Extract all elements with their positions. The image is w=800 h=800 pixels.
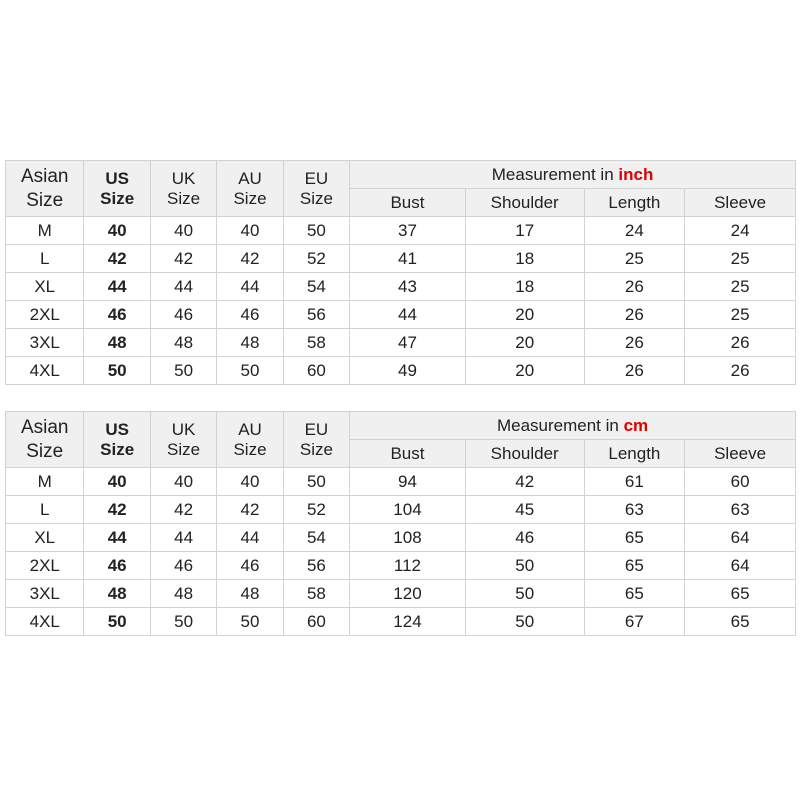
au-size-cell: 46 bbox=[217, 552, 283, 580]
shoulder-cell: 46 bbox=[465, 524, 584, 552]
column-header-length: Length bbox=[584, 440, 685, 468]
shoulder-cell: 50 bbox=[465, 608, 584, 636]
us-size-cell: 46 bbox=[84, 552, 150, 580]
eu-size-header: EU Size bbox=[283, 161, 349, 217]
length-cell: 26 bbox=[584, 301, 685, 329]
uk-size-cell: 46 bbox=[150, 301, 216, 329]
column-header-length: Length bbox=[584, 189, 685, 217]
bust-cell: 108 bbox=[350, 524, 466, 552]
uk-size-header: UK Size bbox=[150, 161, 216, 217]
sleeve-cell: 25 bbox=[685, 273, 796, 301]
us-size-header: US Size bbox=[84, 161, 150, 217]
uk-size-cell: 48 bbox=[150, 580, 216, 608]
asian-size-cell: XL bbox=[6, 524, 84, 552]
eu-size-cell: 56 bbox=[283, 301, 349, 329]
bust-cell: 124 bbox=[350, 608, 466, 636]
bust-cell: 49 bbox=[350, 357, 466, 385]
sleeve-cell: 25 bbox=[685, 245, 796, 273]
eu-size-cell: 50 bbox=[283, 468, 349, 496]
column-header-sleeve: Sleeve bbox=[685, 189, 796, 217]
bust-cell: 44 bbox=[350, 301, 466, 329]
us-size-cell: 40 bbox=[84, 217, 150, 245]
au-size-header: AU Size bbox=[217, 412, 283, 468]
uk-size-cell: 48 bbox=[150, 329, 216, 357]
us-size-cell: 44 bbox=[84, 273, 150, 301]
au-size-cell: 50 bbox=[217, 357, 283, 385]
table-row bbox=[6, 468, 796, 496]
us-size-cell: 42 bbox=[84, 245, 150, 273]
size-chart-cm bbox=[5, 411, 796, 636]
column-header-bust: Bust bbox=[350, 440, 466, 468]
table-row bbox=[6, 217, 796, 245]
eu-size-cell: 54 bbox=[283, 273, 349, 301]
bust-cell: 120 bbox=[350, 580, 466, 608]
uk-size-cell: 46 bbox=[150, 552, 216, 580]
shoulder-cell: 18 bbox=[465, 273, 584, 301]
bust-cell: 37 bbox=[350, 217, 466, 245]
au-size-cell: 44 bbox=[217, 273, 283, 301]
eu-size-cell: 56 bbox=[283, 552, 349, 580]
asian-size-cell: M bbox=[6, 468, 84, 496]
sleeve-cell: 25 bbox=[685, 301, 796, 329]
length-cell: 26 bbox=[584, 273, 685, 301]
eu-size-cell: 58 bbox=[283, 580, 349, 608]
asian-size-cell: M bbox=[6, 217, 84, 245]
au-size-cell: 44 bbox=[217, 524, 283, 552]
sleeve-cell: 65 bbox=[685, 608, 796, 636]
au-size-cell: 48 bbox=[217, 329, 283, 357]
uk-size-cell: 44 bbox=[150, 273, 216, 301]
length-cell: 67 bbox=[584, 608, 685, 636]
bust-cell: 94 bbox=[350, 468, 466, 496]
column-header-shoulder: Shoulder bbox=[465, 189, 584, 217]
table-row bbox=[6, 301, 796, 329]
au-size-cell: 42 bbox=[217, 245, 283, 273]
length-cell: 26 bbox=[584, 329, 685, 357]
column-header-sleeve: Sleeve bbox=[685, 440, 796, 468]
size-chart-inch bbox=[5, 160, 796, 385]
bust-cell: 112 bbox=[350, 552, 466, 580]
sleeve-cell: 26 bbox=[685, 357, 796, 385]
eu-size-cell: 50 bbox=[283, 217, 349, 245]
measurement-unit: inch bbox=[618, 164, 654, 184]
eu-size-cell: 58 bbox=[283, 329, 349, 357]
measurement-header: Measurement in cm bbox=[350, 412, 796, 440]
table-row bbox=[6, 245, 796, 273]
bust-cell: 43 bbox=[350, 273, 466, 301]
us-size-cell: 48 bbox=[84, 580, 150, 608]
length-cell: 65 bbox=[584, 580, 685, 608]
length-cell: 63 bbox=[584, 496, 685, 524]
us-size-cell: 40 bbox=[84, 468, 150, 496]
table-body bbox=[6, 217, 796, 385]
table-body bbox=[6, 468, 796, 636]
sleeve-cell: 64 bbox=[685, 524, 796, 552]
au-size-cell: 40 bbox=[217, 468, 283, 496]
sleeve-cell: 26 bbox=[685, 329, 796, 357]
bust-cell: 47 bbox=[350, 329, 466, 357]
shoulder-cell: 17 bbox=[465, 217, 584, 245]
sleeve-cell: 63 bbox=[685, 496, 796, 524]
length-cell: 65 bbox=[584, 552, 685, 580]
table-row bbox=[6, 608, 796, 636]
length-cell: 65 bbox=[584, 524, 685, 552]
shoulder-cell: 20 bbox=[465, 357, 584, 385]
uk-size-cell: 40 bbox=[150, 217, 216, 245]
eu-size-cell: 54 bbox=[283, 524, 349, 552]
shoulder-cell: 50 bbox=[465, 552, 584, 580]
au-size-cell: 46 bbox=[217, 301, 283, 329]
us-size-cell: 48 bbox=[84, 329, 150, 357]
bust-cell: 41 bbox=[350, 245, 466, 273]
shoulder-cell: 20 bbox=[465, 301, 584, 329]
table-row bbox=[6, 329, 796, 357]
shoulder-cell: 45 bbox=[465, 496, 584, 524]
asian-size-cell: 2XL bbox=[6, 552, 84, 580]
measurement-header: Measurement in inch bbox=[350, 161, 796, 189]
au-size-cell: 50 bbox=[217, 608, 283, 636]
length-cell: 24 bbox=[584, 217, 685, 245]
length-cell: 26 bbox=[584, 357, 685, 385]
asian-size-header: Asian Size bbox=[6, 412, 84, 468]
us-size-header: US Size bbox=[84, 412, 150, 468]
us-size-cell: 42 bbox=[84, 496, 150, 524]
uk-size-cell: 42 bbox=[150, 496, 216, 524]
us-size-cell: 50 bbox=[84, 357, 150, 385]
eu-size-header: EU Size bbox=[283, 412, 349, 468]
table-row bbox=[6, 357, 796, 385]
asian-size-cell: 2XL bbox=[6, 301, 84, 329]
eu-size-cell: 60 bbox=[283, 608, 349, 636]
length-cell: 25 bbox=[584, 245, 685, 273]
shoulder-cell: 20 bbox=[465, 329, 584, 357]
asian-size-header: Asian Size bbox=[6, 161, 84, 217]
au-size-cell: 40 bbox=[217, 217, 283, 245]
asian-size-cell: 3XL bbox=[6, 329, 84, 357]
measurement-unit: cm bbox=[623, 415, 649, 435]
shoulder-cell: 50 bbox=[465, 580, 584, 608]
asian-size-cell: 4XL bbox=[6, 357, 84, 385]
asian-size-cell: L bbox=[6, 245, 84, 273]
shoulder-cell: 42 bbox=[465, 468, 584, 496]
uk-size-cell: 50 bbox=[150, 357, 216, 385]
uk-size-cell: 40 bbox=[150, 468, 216, 496]
column-header-shoulder: Shoulder bbox=[465, 440, 584, 468]
table-row bbox=[6, 496, 796, 524]
length-cell: 61 bbox=[584, 468, 685, 496]
asian-size-cell: 4XL bbox=[6, 608, 84, 636]
uk-size-header: UK Size bbox=[150, 412, 216, 468]
us-size-cell: 50 bbox=[84, 608, 150, 636]
au-size-cell: 48 bbox=[217, 580, 283, 608]
column-header-bust: Bust bbox=[350, 189, 466, 217]
sleeve-cell: 64 bbox=[685, 552, 796, 580]
uk-size-cell: 42 bbox=[150, 245, 216, 273]
uk-size-cell: 44 bbox=[150, 524, 216, 552]
bust-cell: 104 bbox=[350, 496, 466, 524]
uk-size-cell: 50 bbox=[150, 608, 216, 636]
sleeve-cell: 24 bbox=[685, 217, 796, 245]
sleeve-cell: 65 bbox=[685, 580, 796, 608]
au-size-cell: 42 bbox=[217, 496, 283, 524]
table-row bbox=[6, 524, 796, 552]
sleeve-cell: 60 bbox=[685, 468, 796, 496]
eu-size-cell: 52 bbox=[283, 496, 349, 524]
us-size-cell: 46 bbox=[84, 301, 150, 329]
table-row bbox=[6, 580, 796, 608]
asian-size-cell: XL bbox=[6, 273, 84, 301]
eu-size-cell: 52 bbox=[283, 245, 349, 273]
shoulder-cell: 18 bbox=[465, 245, 584, 273]
table-row bbox=[6, 273, 796, 301]
asian-size-cell: 3XL bbox=[6, 580, 84, 608]
au-size-header: AU Size bbox=[217, 161, 283, 217]
us-size-cell: 44 bbox=[84, 524, 150, 552]
eu-size-cell: 60 bbox=[283, 357, 349, 385]
asian-size-cell: L bbox=[6, 496, 84, 524]
table-row bbox=[6, 552, 796, 580]
